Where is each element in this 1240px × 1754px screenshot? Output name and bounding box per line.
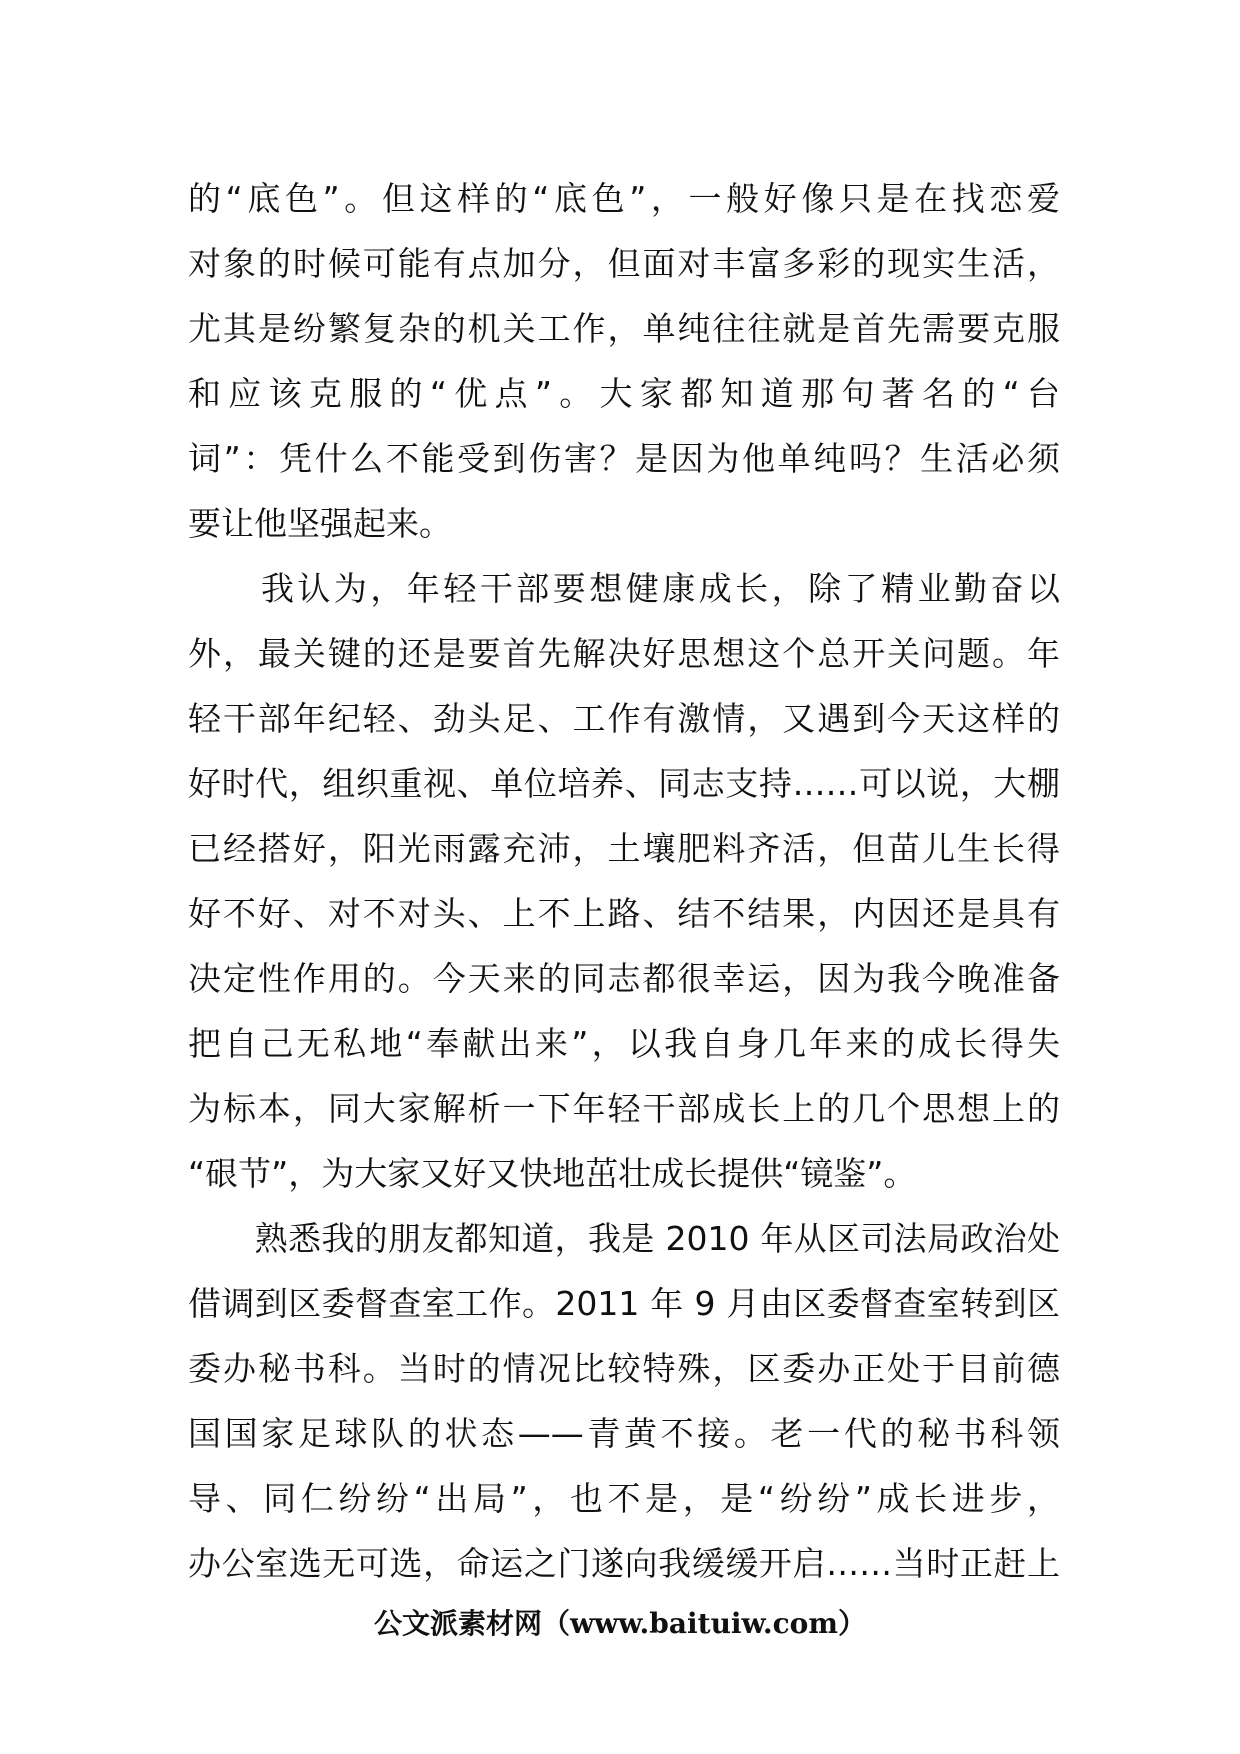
text-line: 好时代，组织重视、单位培养、同志支持……可以说，大棚	[188, 764, 1060, 803]
text-line: 对象的时候可能有点加分，但面对丰富多彩的现实生活，	[188, 244, 1060, 283]
text-line: 要让他坚强起来。	[188, 504, 452, 543]
text-line: 轻干部年纪轻、劲头足、工作有激情，又遇到今天这样的	[188, 699, 1060, 738]
text-line: 借调到区委督查室工作。2011 年 9 月由区委督查室转到区	[188, 1284, 1060, 1323]
text-line: 已经搭好，阳光雨露充沛，土壤肥料齐活，但苗儿生长得	[188, 829, 1060, 868]
text-line: 尤其是纷繁复杂的机关工作，单纯往往就是首先需要克服	[188, 309, 1060, 348]
text-line: 把自己无私地“奉献出来”，以我自身几年来的成长得失	[188, 1024, 1060, 1063]
footer-watermark-text: 公文派素材网（www.baituiw.com）	[374, 1607, 866, 1640]
text-line: 委办秘书科。当时的情况比较特殊，区委办正处于目前德	[188, 1349, 1060, 1388]
body-text	[188, 166, 1060, 1596]
text-line: “硍节”，为大家又好又快地茁壮成长提供“镜鉴”。	[188, 1154, 917, 1193]
text-line: 为标本，同大家解析一下年轻干部成长上的几个思想上的	[188, 1089, 1060, 1128]
text-line: 和应该克服的“优点”。大家都知道那句著名的“台	[188, 374, 1060, 413]
text-line: 我认为，年轻干部要想健康成长，除了精业勤奋以	[188, 569, 1060, 608]
text-line: 办公室选无可选，命运之门遂向我缓缓开启……当时正赶上	[188, 1544, 1060, 1583]
text-line: 外，最关键的还是要首先解决好思想这个总开关问题。年	[188, 634, 1060, 673]
text-line: 熟悉我的朋友都知道，我是 2010 年从区司法局政治处	[188, 1219, 1060, 1258]
text-line: 导、同仁纷纷“出局”，也不是，是“纷纷”成长进步，	[188, 1479, 1060, 1518]
text-line: 的“底色”。但这样的“底色”，一般好像只是在找恋爱	[188, 179, 1060, 218]
text-line: 国国家足球队的状态——青黄不接。老一代的秘书科领	[188, 1414, 1060, 1453]
text-line: 词”：凭什么不能受到伤害？是因为他单纯吗？生活必须	[188, 439, 1060, 478]
text-line: 决定性作用的。今天来的同志都很幸运，因为我今晚准备	[188, 959, 1060, 998]
text-line: 好不好、对不对头、上不上路、结不结果，内因还是具有	[188, 894, 1060, 933]
